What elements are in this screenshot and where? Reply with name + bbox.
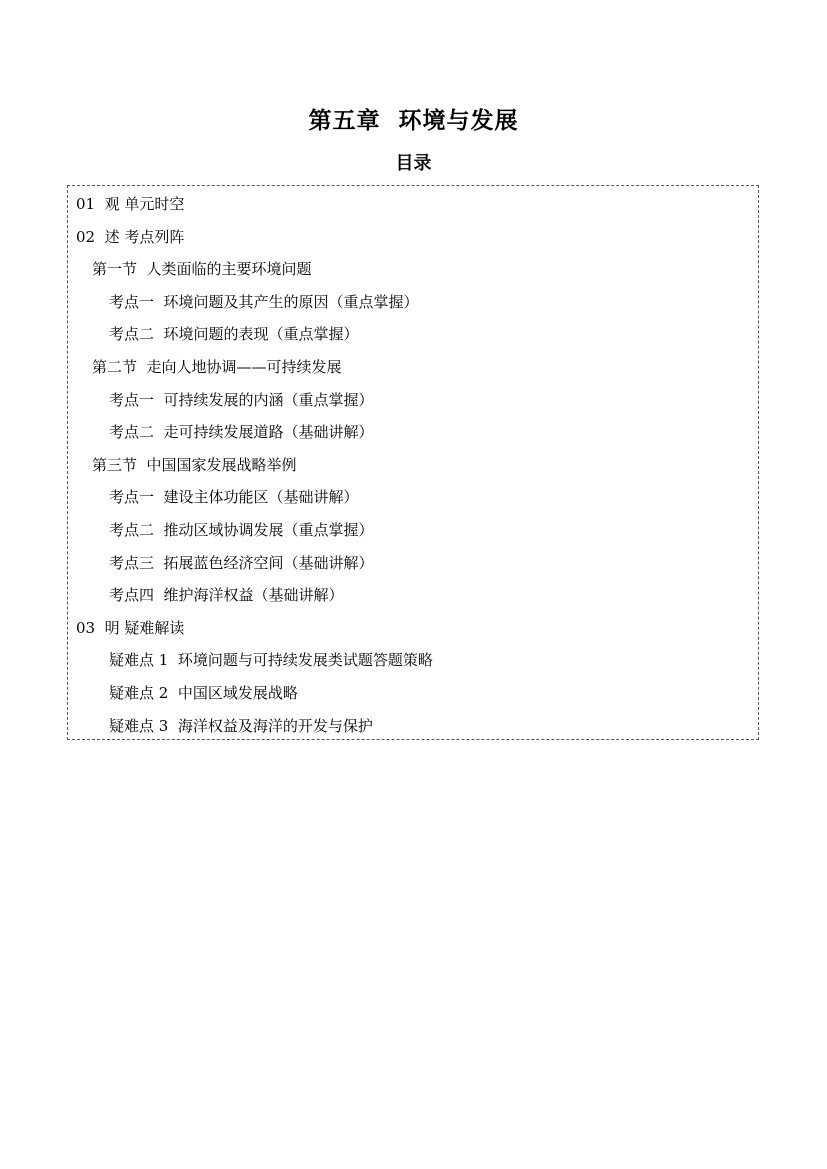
- toc-item-exam-points[interactable]: 02 述 考点列阵: [76, 227, 185, 246]
- toc-item-difficulty-3[interactable]: 疑难点 3 海洋权益及海洋的开发与保护: [109, 716, 373, 735]
- toc-heading: 目录: [395, 153, 432, 174]
- toc-item-section-2[interactable]: 第二节 走向人地协调——可持续发展: [92, 357, 342, 376]
- toc-item-section-3-point-3[interactable]: 考点三 拓展蓝色经济空间（基础讲解）: [109, 553, 374, 572]
- toc-item-section-1[interactable]: 第一节 人类面临的主要环境问题: [92, 260, 312, 279]
- toc-list: [68, 191, 758, 745]
- toc-item-section-3-point-2[interactable]: 考点二 推动区域协调发展（重点掌握）: [109, 520, 374, 539]
- toc-item-section-1-point-2[interactable]: 考点二 环境问题的表现（重点掌握）: [109, 325, 359, 344]
- toc-item-difficulties[interactable]: 03 明 疑难解读: [76, 618, 185, 637]
- toc-item-section-3[interactable]: 第三节 中国国家发展战略举例: [92, 455, 297, 474]
- chapter-title: 第五章 环境与发展: [308, 107, 519, 134]
- toc-item-section-2-point-2[interactable]: 考点二 走可持续发展道路（基础讲解）: [109, 423, 374, 442]
- toc-item-unit-overview[interactable]: 01 观 单元时空: [76, 195, 185, 213]
- table-of-contents: [67, 185, 759, 740]
- toc-item-difficulty-2[interactable]: 疑难点 2 中国区域发展战略: [109, 683, 298, 702]
- toc-item-section-3-point-4[interactable]: 考点四 维护海洋权益（基础讲解）: [109, 586, 344, 605]
- toc-item-section-1-point-1[interactable]: 考点一 环境问题及其产生的原因（重点掌握）: [109, 292, 419, 311]
- toc-item-section-2-point-1[interactable]: 考点一 可持续发展的内涵（重点掌握）: [109, 390, 374, 409]
- toc-item-section-3-point-1[interactable]: 考点一 建设主体功能区（基础讲解）: [109, 488, 359, 507]
- toc-item-difficulty-1[interactable]: 疑难点 1 环境问题与可持续发展类试题答题策略: [109, 651, 433, 670]
